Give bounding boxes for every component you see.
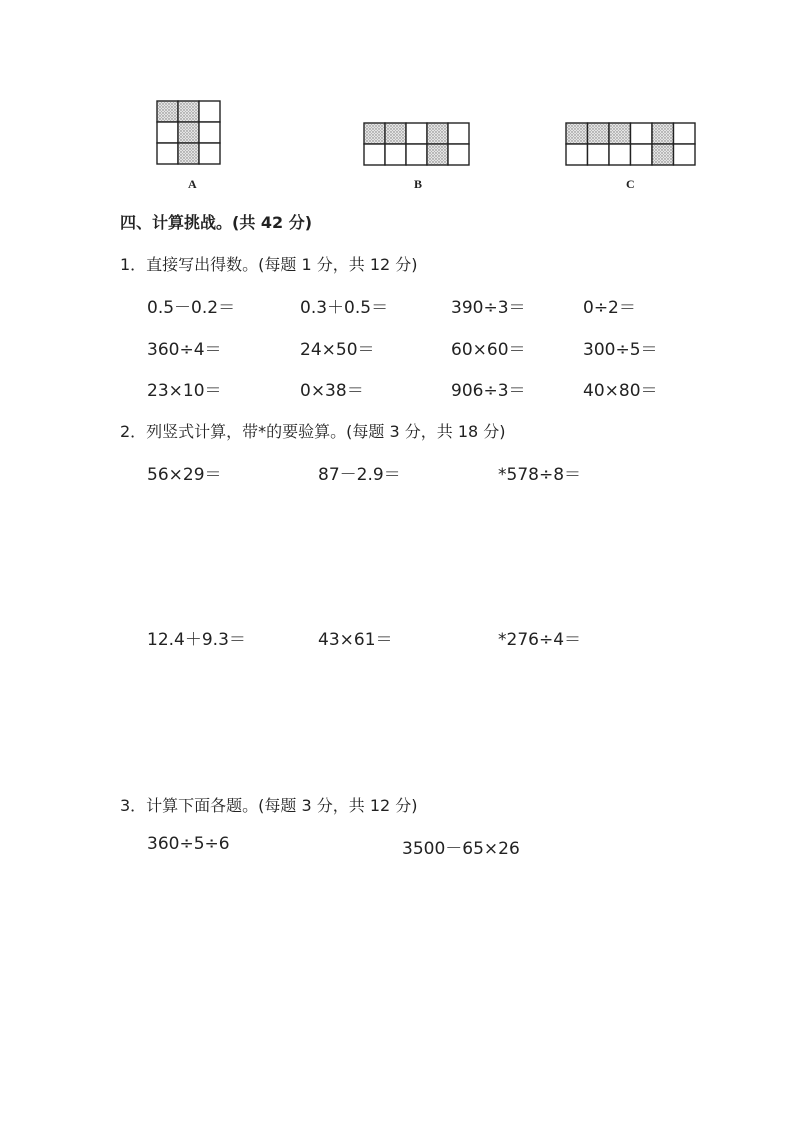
shaded-cell	[427, 123, 448, 144]
q1-expression: 40×80＝	[583, 381, 658, 401]
section-title: 四、计算挑战。(共 42 分)	[120, 213, 313, 232]
shaded-cell	[157, 101, 178, 122]
grid-cell	[631, 144, 653, 165]
q1-expression: 360÷4＝	[147, 340, 222, 360]
q3-expression: 3500－65×26	[402, 839, 520, 859]
shaded-cell	[178, 122, 199, 143]
q1-expression: 0.3＋0.5＝	[300, 298, 389, 318]
grid-cell	[566, 144, 588, 165]
q2-expression: *578÷8＝	[498, 465, 582, 485]
shaded-cell	[178, 101, 199, 122]
figure-c-grid	[565, 122, 697, 166]
figure-b-grid	[363, 122, 471, 166]
figure-b-label: B	[414, 177, 423, 191]
q2-expression: 87－2.9＝	[318, 465, 401, 485]
shaded-cell	[178, 143, 199, 164]
q1-expression: 60×60＝	[451, 340, 526, 360]
shaded-cell	[364, 123, 385, 144]
grid-cell	[385, 144, 406, 165]
grid-cell	[157, 143, 178, 164]
q2-expression: 56×29＝	[147, 465, 222, 485]
grid-cell	[448, 144, 469, 165]
shaded-cell	[385, 123, 406, 144]
q1-expression: 906÷3＝	[451, 381, 526, 401]
shaded-cell	[566, 123, 588, 144]
grid-cell	[406, 123, 427, 144]
grid-cell	[199, 122, 220, 143]
grid-cell	[406, 144, 427, 165]
grid-cell	[609, 144, 631, 165]
grid-cell	[674, 144, 696, 165]
figure-c-label: C	[626, 177, 635, 191]
grid-cell	[199, 101, 220, 122]
grid-cell	[448, 123, 469, 144]
q3-title: 3．计算下面各题。(每题 3 分，共 12 分)	[120, 796, 418, 815]
q3-expression: 360÷5÷6	[147, 834, 230, 854]
shaded-cell	[588, 123, 610, 144]
q1-expression: 23×10＝	[147, 381, 222, 401]
q1-title: 1．直接写出得数。(每题 1 分，共 12 分)	[120, 255, 418, 274]
shaded-cell	[427, 144, 448, 165]
shaded-cell	[652, 144, 674, 165]
grid-cell	[674, 123, 696, 144]
q2-title: 2．列竖式计算，带*的要验算。(每题 3 分，共 18 分)	[120, 422, 506, 441]
q1-expression: 24×50＝	[300, 340, 375, 360]
q1-expression: 0÷2＝	[583, 298, 636, 318]
shaded-cell	[609, 123, 631, 144]
grid-cell	[588, 144, 610, 165]
q1-expression: 300÷5＝	[583, 340, 658, 360]
q1-expression: 0×38＝	[300, 381, 364, 401]
q2-expression: *276÷4＝	[498, 630, 582, 650]
grid-cell	[157, 122, 178, 143]
grid-cell	[199, 143, 220, 164]
grid-cell	[364, 144, 385, 165]
grid-cell	[631, 123, 653, 144]
figure-a-label: A	[188, 177, 197, 191]
figure-a-grid	[156, 100, 222, 166]
q2-expression: 43×61＝	[318, 630, 393, 650]
q2-expression: 12.4＋9.3＝	[147, 630, 246, 650]
q1-expression: 390÷3＝	[451, 298, 526, 318]
q1-expression: 0.5－0.2＝	[147, 298, 236, 318]
shaded-cell	[652, 123, 674, 144]
